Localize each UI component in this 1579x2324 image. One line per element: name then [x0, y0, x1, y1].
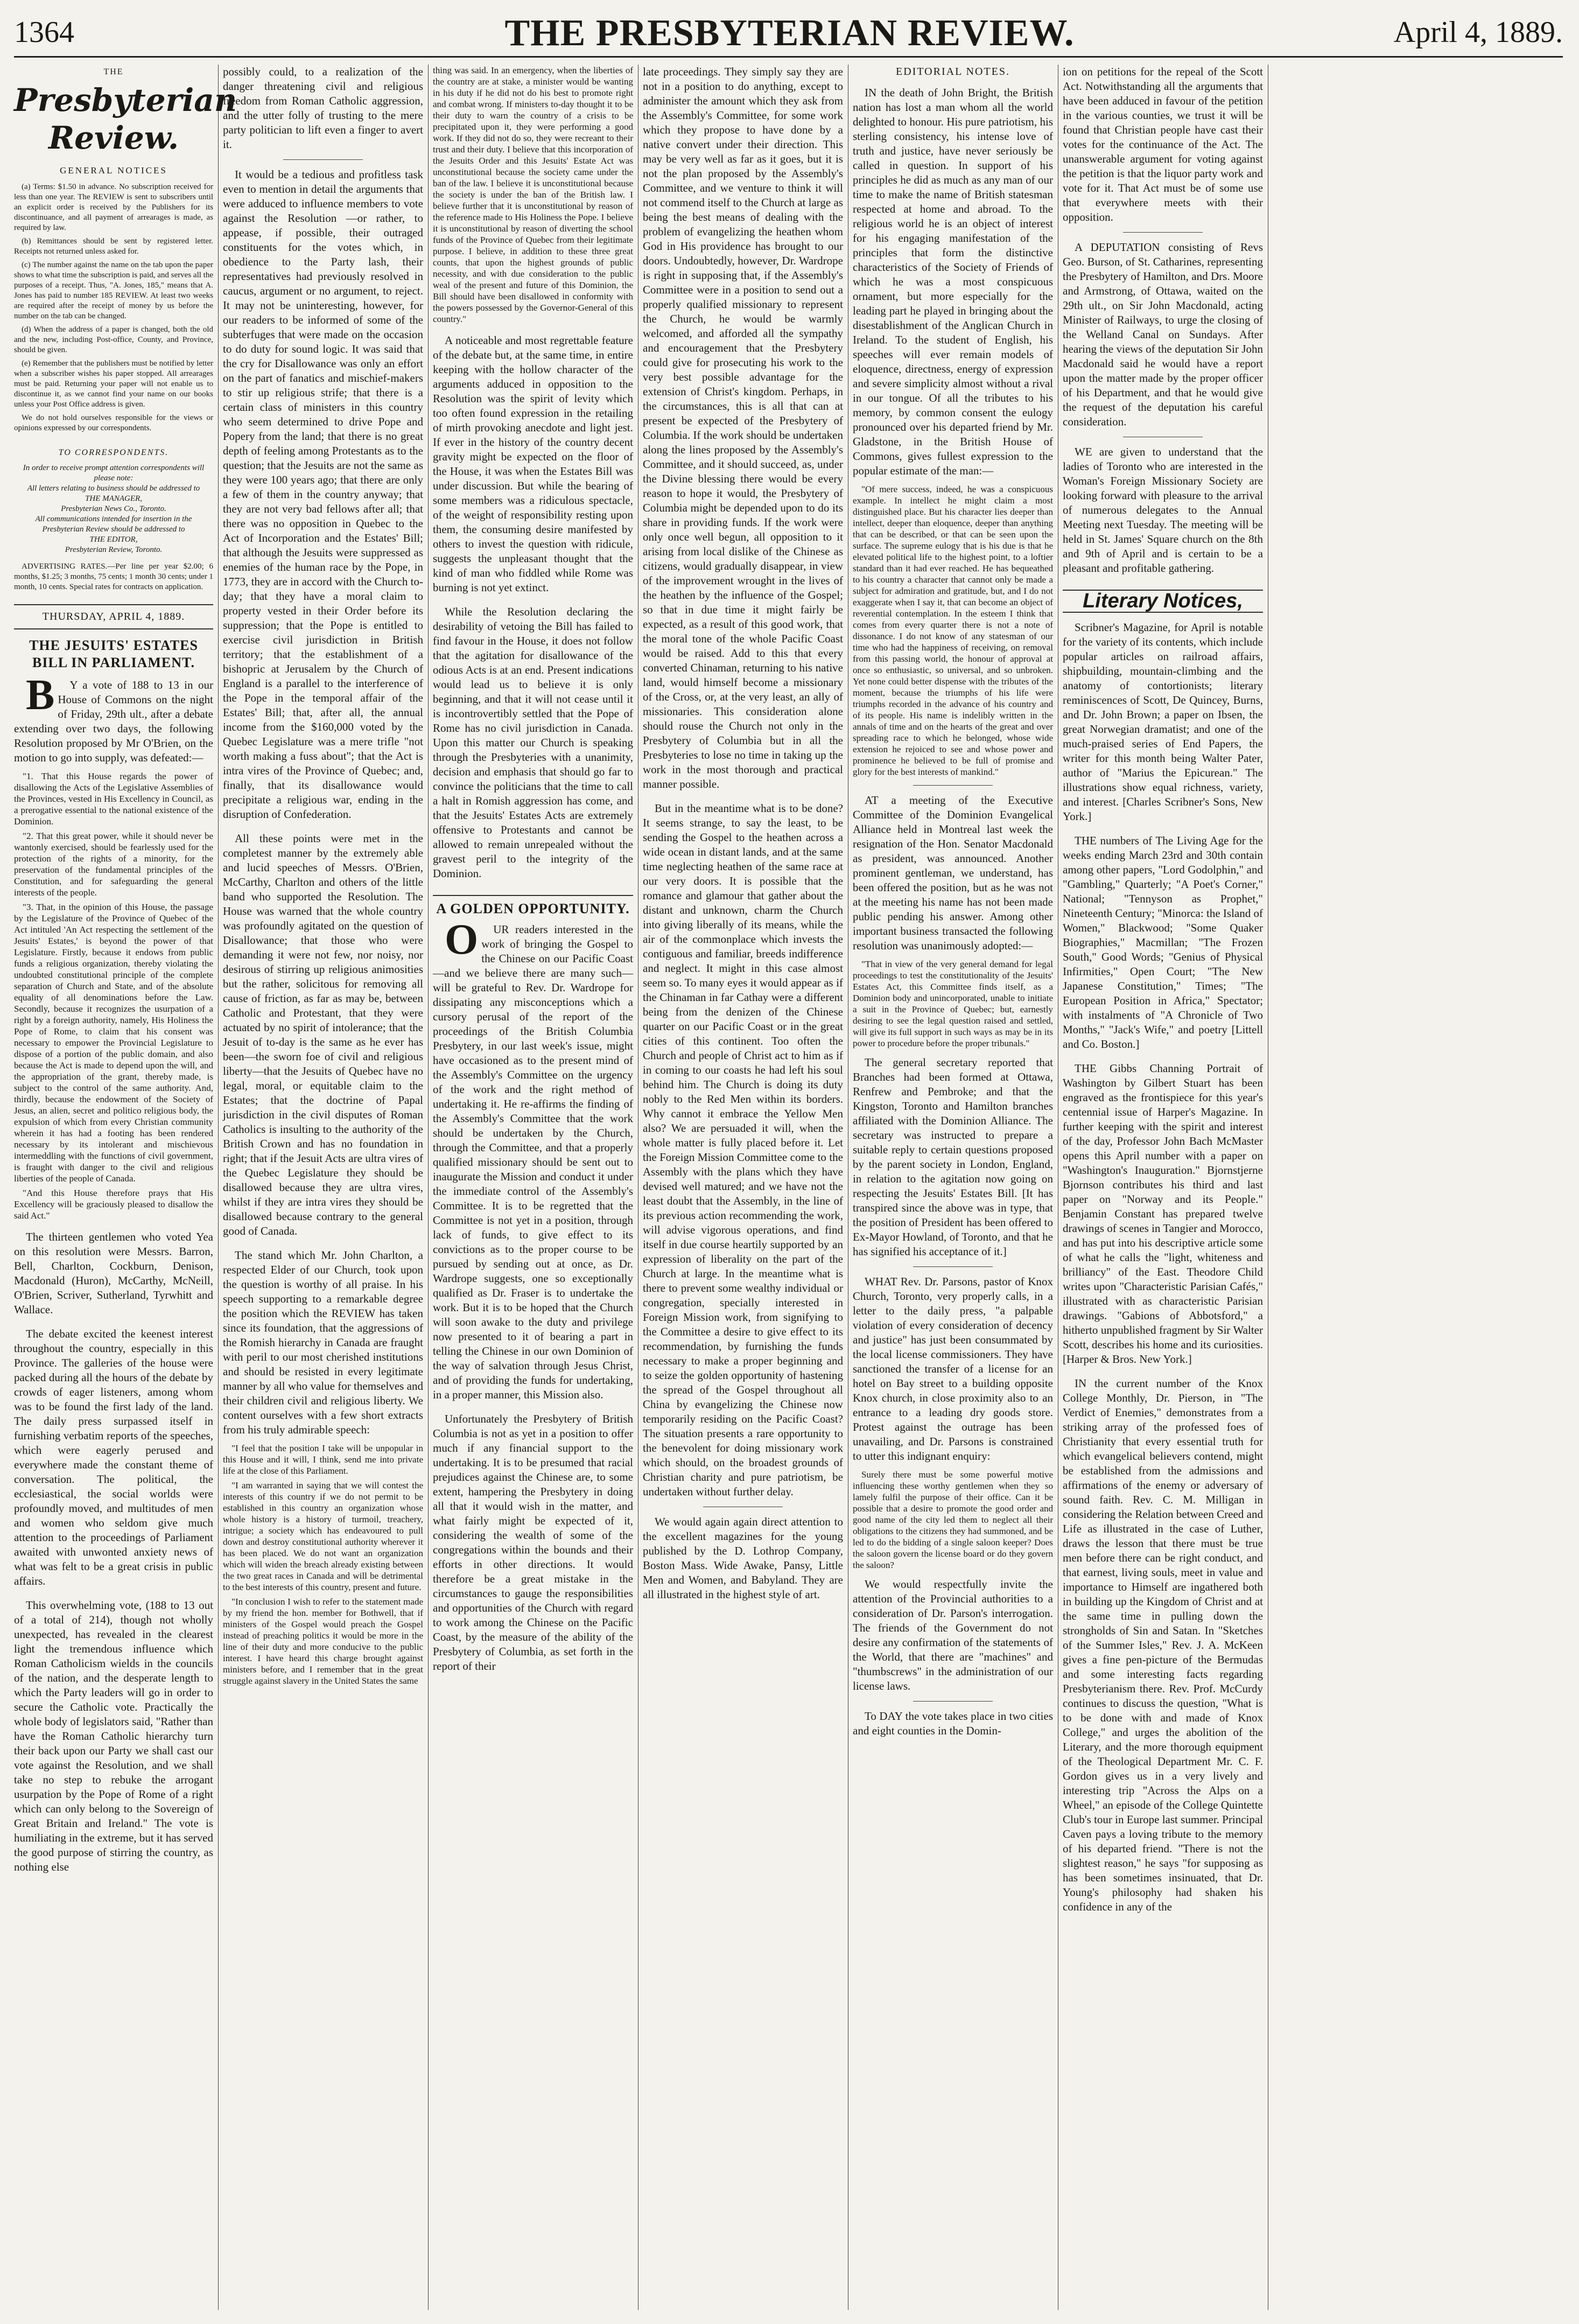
notice: (d) When the address of a paper is changed, both the old and the new, including Post-office, County, and Province, should be given.: [14, 325, 213, 354]
notice: (e) Remember that the publishers must be notified by letter when a subscriber wishes his paper stopped. All arrearages must be paid. Returning your paper will not enable us to discontinue it, as we cannot find your name on our books unless your Post Office address is given.: [14, 359, 213, 409]
literary-notice: IN the current number of the Knox College Monthly, Dr. Pierson, in "The Verdict of Enemies," demonstrates from a striking array of the professed foes of Christianity that every essential truth for which evangelical believers contend, might be established from the admissions and affirmations of the enemy or adversary of sound faith. Rev. C. M. Milligan in considering the Relation between Creed and Life as illustrated in the case of Luther, draws the lesson that there must be true men before there can be right conduct, and that earnest, living souls, meet in value and importance to Himself are ingathered both in building up the Kingdom of Christ and at the same time in pulling down the strongholds of Sin and Satan. In "Sketches of the Summer Isles," Rev. J. A. McKeen gives a fine pen-picture of the Bermudas and some interesting facts regarding Presbyterianism there. Rev. Prof. McCurdy continues to discuss the question, "What is to be done with and made of Knox College," and urges the abolition of the Literary, and the more thorough equipment of the Theological Department Mr. C. F. Gordon gives us in a very lively and interesting trip "Across the Alps on a Wheel," an episode of the College Quintette Club's tour in Europe last summer. Principal Caven pays a loving tribute to the memory of his departed friend. "There is not the slightest reason," he says "for supposing as has been sometimes insinuated, that Dr. Young's philosophy had shaken his confidence in any of the: [1063, 1377, 1263, 1913]
page-header: [0, 0, 1579, 59]
resolution-item: "And this House therefore prays that His Excellency will be graciously pleased to disallow the said Act.": [14, 1188, 213, 1221]
correspondents-heading: TO CORRESPONDENTS.: [58, 448, 169, 457]
general-notices-heading: GENERAL NOTICES: [60, 165, 167, 176]
charlton-quote-cont: [433, 65, 633, 325]
article-paragraph: late proceedings. They simply say they are not in a position to do anything, except to administer the amount which they ask from the Assembly's Committee, for some work which they propose to have done by a native convert under their direction. This may be very well as far as it goes, but it is not the plan proposed by the Assembly's Committee, and we venture to think it will not commend itself to the Church at large as being the best means of dealing with the problem of evangelizing the heathen whom God in His providence has brought to our doors. Undoubtedly, however, Dr. Wardrope is right in supposing that, if the Assembly's Committee were in a position to send out a properly qualified missionary to represent the Church, he would be warmly welcomed, and afforded all the sympathy and encouragement that the Presbytery could give for prosecuting his work to the very best possible advantage for the extension of Christ's kingdom. Perhaps, in the circumstances, this is all that can at present be expected of the Presbytery of Columbia. If the work should be undertaken along the lines proposed by the Assembly's Committee, and it should succeed, as, under the Divine blessing there would be every reason to hope it would, the Presbytery of Columbia might be depended upon to do its share in providing funds. If the work were only once well begun, all opposition to it arising from local dislike of the Chinese as citizens, would gradually disappear, in view of the improvement wrought in the lives of the heathen by the influence of the Gospel; so that in due time it might fairly be expected, as a result of this good work, that the moral tone of the whole Pacific Coast would be raised. Add to this that every converted Chinaman, returning to his native land, would himself become a missionary of the Cross, or, at the very least, an ally of missionaries. This consideration alone should rouse the Church not only in the Presbytery of Columbia but in all the Presbyteries to lose no time in taking up the work in the most thorough and practical manner possible.: [643, 65, 843, 790]
article-paragraph: It would be a tedious and profitless task even to mention in detail the arguments that were adduced to influence members to vote against the Resolution —or rather, to appease, if possible, their outraged constituents for the votes which, in obedience to the Party lash, their representatives had previously resolved in caucus, argument or no argument, to reject. It may not be uninteresting, however, for our readers to be informed of some of the subterfuges that were made on the occasion to do duty for sound logic. It was said that the cry for Disallowance was only an effort on the part of fanatics and mischief-makers to stir up religious strife; that there is a certain class of ministers in this country who seem determined to drive Pope and Popery from the land; that there is no great depth of feeling among Protestants as to the question; that the Jesuits are not the same as they were 100 years ago; that there are only a few of them in the country anyway; that they are not very bad fellows after all; that there was no opposition in Quebec to the Act of Incorporation and the Estates' Bill; that although the Jesuits were suppressed as enemies of the human race by the Pope, in 1773, they are in accord with the Church to-day; that they have a moral claim to property vested in their Order before its suppression; that the Pope is entitled to exercise civil jurisdiction in British territory; that the establishment of a bishopric at Jerusalem by the Church of England is a parallel to the interference of the Pope in the temporal affair of the Estates' Bill; that, after all, the annual income from the $160,000 voted by the Quebec Legislature was a mere trifle "not worth making a fuss about"; that the Act is intra vires of the Province of Quebec; and, finally, that its disallowance would precipitate a religious war, ending in the disruption of Confederation.: [223, 168, 423, 821]
article-paragraph: Unfortunately the Presbytery of British Columbia is not as yet in a position to offer much if any financial support to the undertaking. It is to be presumed that racial prejudices against the Chinese are, to some extent, hampering the Presbytery in doing all that it would wish in the matter, and what fairly might be expected of it, considering the wealth of some of the congregations within the bounds and their efforts in other directions. It would therefore be a great mistake in the circumstances to gauge the responsibilities and opportunities of the Church with regard to work among the Chinese on the Pacific Coast, by the measure of the ability of the Presbytery of Columbia, as set forth in the report of their: [433, 1412, 633, 1672]
article-paragraph: But in the meantime what is to be done? It seems strange, to say the least, to be sending the Gospel to the heathen across a wide ocean in distant lands, and at the same time neglecting heathen of the same race at our very doors. It is possible that the romance and glamour that gather about the distant and unknown, charm the Church into giving liberally of its means, while the air of the commonplace which invests the contiguous and familiar, breeds indifference and neglect. It might in this case almost seem so. To many eyes it would appear as if the Chinaman in far Cathay were a different being from the denizen of the Chinese quarter on our Pacific Coast or in the great cities of this continent. Too often the Church and people of Christ act to him as if in coming to our coasts he had left his soul behind him. The Church is doing its duty nobly to the Red Men within its borders. Why cannot it embrace the Yellow Men also? We are persuaded it will, when the whole matter is fully placed before it. Let the Foreign Mission Committee come to the Assembly with the plans which they have devised well matured; and we have not the least doubt that the Assembly, in the line of its previous action recommending the work, will advise vigorous operations, and find itself in due course heartily supported by an expression of liberality on the part of the Church at large. In the meantime what is there to prevent some wealthy individual or congregation, specially interested in Foreign Mission work, from signifying to the Committee a desire to give effect to its recommendation, by furnishing the funds necessary to make a proper beginning and to seize the golden opportunity of hastening the spread of the Gospel throughout all China by evangelizing the Chinese now temporarily residing on the Pacific Coast? The situation presents a rare opportunity to the benevolent for doing missionary work which should, on the broadest grounds of Christian charity and pure patriotism, be undertaken without further delay.: [643, 802, 843, 1498]
separator: [283, 159, 363, 160]
column-6: [1063, 65, 1263, 2310]
literary-notice: THE Gibbs Channing Portrait of Washington by Gilbert Stuart has been engraved as the frontispiece for this year's centennial issue of Harper's Magazine. In further keeping with the spirit and interest of the day, Professor John Bach McMaster opens this April number with a paper on "Washington's Inauguration." Bjornstjerne Bjornson contributes his third and last paper on "Norway and its People." Benjamin Constant has prepared twelve drawings of scenes in Tangier and Morocco, and has put into his descriptive article some of what he calls the "light, whiteness and brilliancy" of the East. Theodore Child writes upon "Characteristic Parisian Cafés," illustrated with as characteristic Parisian drawings. "Gabions of Abbotsford," a hitherto unpublished fragment by Sir Walter Scott, describes his home and its curiosities. [Harper & Bros. New York.]: [1063, 1062, 1263, 1366]
masthead-the: THE: [103, 67, 124, 76]
article-paragraph: We would again again direct attention to the excellent magazines for the young published by the D. Lothrop Company, Boston Mass. Wide Awake, Pansy, Little Men and Women, and Babyland. They are all illustrated in the highest style of art.: [643, 1515, 843, 1601]
correspondents-line: Presbyterian News Co., Toronto.: [61, 505, 166, 513]
resolution-quote: [853, 958, 1053, 1049]
column-2: [223, 65, 423, 2310]
column-4: [643, 65, 843, 2310]
parsons-quote: [853, 1469, 1053, 1571]
article-paragraph: possibly could, to a realization of the danger threatening civil and religious freedom from Roman Catholic aggression, and the utter folly of trusting to the mere party politician to lift even a finger to avert it.: [223, 65, 423, 151]
resolution-quote: [14, 771, 213, 1221]
article-paragraph: A DEPUTATION consisting of Revs Geo. Burson, of St. Catharines, representing the Presbytery of Hamilton, and Drs. Moore and Armstrong, of Ottawa, waited on the 29th ult., on Sir John Macdonald, acting Minister of Railways, to urge the closing of the Welland Canal on Sundays. After hearing the views of the deputation Sir John Macdonald said he would have a report upon the matter made by the proper officer of his Department, and that he would give the request of the deputation his careful consideration.: [1063, 241, 1263, 428]
column-divider: [218, 65, 219, 2310]
article-paragraph: We would respectfully invite the attention of the Provincial authorities to a consideration of Dr. Parson's interrogation. The friends of the Government do not desire any confirmation of the statements of the World, that there are "machines" and "thumbscrews" in the administration of our license laws.: [853, 1578, 1053, 1692]
separator: [913, 1701, 993, 1702]
advertising-text: ADVERTISING RATES.—Per line per year $2.00; 6 months, $1.25; 3 months, 75 cents; 1 month 30 cents; under 1 month, 10 cents. Special rates for contracts on application.: [14, 562, 213, 591]
literary-notices-heading: Literary Notices,: [1063, 590, 1263, 613]
quote-paragraph: thing was said. In an emergency, when the liberties of the country are at stake, a minister would be wanting in his duty if he did not do his best to promote right and combat wrong. If ministers to-day thought it to be their duty to warn the country of a crisis to be precipitated upon it, they were performing a good work. If they did not do so, they were recreant to their trust and their duty. I believe that this incorporation of the Jesuits Order and this Jesuits' Estate Act was unconstitutional because the society came under the ban of the law. I believe it is unconstitutional because the society is under the ban of the British law. I believe further that it is unconstitutional by reason of the reference made to His Holiness the Pope. I believe it is unconstitutional by reason of diverting the school funds of the Province of Quebec from their legitimate purpose. I believe, in addition to these three great counts, that upon the highest grounds of public necessity, and with due consideration to the public weal of the present and future of this Dominion, the Bill should have been disallowed in conformity with the powers possessed by the Governor-General of this country.": [433, 65, 633, 324]
article-paragraph: AT a meeting of the Executive Committee of the Dominion Evangelical Alliance held in Montreal last week the resignation of the Hon. Senator Macdonald as president, was announced. Another prominent gentleman, we understand, has been offered the position, but as he was not at the meeting his name has not been made public pending his answer. Among other important business transacted the following resolution was unanimously adopted:—: [853, 794, 1053, 952]
separator: [913, 785, 993, 786]
separator: [1123, 232, 1203, 233]
notice: (b) Remittances should be sent by registered letter. Receipts not returned unless asked for.: [14, 237, 213, 256]
article-paragraph: The thirteen gentlemen who voted Yea on this resolution were Messrs. Barron, Bell, Charlton, Cockburn, Denison, Macdonald (Huron), McCarthy, McNeill, O'Brien, Scriver, Sutherland, Tyrwhitt and Wallace.: [14, 1230, 213, 1316]
quote-paragraph: "In conclusion I wish to refer to the statement made by my friend the hon. member for Bothwell, that if ministers of the Gospel would preach the Gospel instead of preaching politics it would be more in the line of their duty and more conducive to the public interest. I have heard this charge brought against ministers before, and I remember that in the great struggle against slavery in the United States the same: [223, 1597, 423, 1686]
correspondents-line: All letters relating to business should be addressed to: [27, 484, 200, 493]
general-notices: [14, 182, 213, 433]
article-paragraph: All these points were met in the completest manner by the extremely able and lucid speeches of Messrs. O'Brien, McCarthy, Charlton and others of the little band who supported the Resolution. The House was warned that the whole country was profoundly agitated on the question of Disallowance; that those who were demanding it were not few, nor noisy, nor desirous of stirring up religious animosities but the rather, solicitous for removing all cause of friction, as far as may be, between Catholic and Protestant, that they were actuated by no spirit of intolerance; that the Jesuit of to-day is the same as he ever has been—the sworn foe of civil and religious liberty—that the Jesuits of Quebec have no legal, moral, or equitable claim to the Estates; that the doctrine of Papal jurisdiction in the civil disputes of Roman Catholics is insulting to the authority of the British Crown and has no foundation in right; that if the Jesuit Acts are ultra vires of the Quebec Legislature they should be disallowed because they are ultra vires, whilst if they are intra vires they should be disallowed because contrary to the general good of Canada.: [223, 832, 423, 1237]
newspaper-title: THE PRESBYTERIAN REVIEW.: [504, 12, 1075, 54]
separator: [913, 1266, 993, 1267]
column-3: [433, 65, 633, 2310]
resolution-item: "3. That, in the opinion of this House, the passage by the Legislature of the Province of Quebec of the Act intituled 'An Act respecting the settlement of the Jesuits' Estates,' is beyond the power of that Legislature. Firstly, because it endows from public funds a religious organization, thereby violating the undoubted constitutional principle of the complete separation of Church and State, and of the absolute equality of all denominations before the Law. Secondly, because it recognizes the usurpation of a right by a foreign authority, namely, His Holiness the Pope of Rome, to claim that his consent was necessary to empower the Provincial Legislature to dispose of a portion of the public domain, and also because the Act is made to depend upon the will, and the appropriation of the grant, thereby made, is subject to the control of the same authority. And, thirdly, because the endowment of the Society of Jesus, an alien, secret and politico religious body, the expulsion of which from every Christian community wherein it has had a footing has been rendered necessary by its intolerant and mischievous intermeddling with the functions of civil government, is fraught with danger to the civil and religious liberties of the people of Canada.: [14, 902, 213, 1184]
gladstone-quote: [853, 484, 1053, 778]
resolution-item: "2. That this great power, while it should never be wantonly exercised, should be fearlessly used for the protection of the rights of a minority, for the preservation of the fundamental principles of the Constitution, and for safeguarding the general interests of the people.: [14, 831, 213, 898]
quote-paragraph: "Of mere success, indeed, he was a conspicuous example. In intellect he might claim a most distinguished place. But his character lies deeper than intellect, deeper than eloquence, deeper than anything that can be described, or that can be seen upon the surface. The supreme eulogy that is his due is that he elevated political life to the highest point, to a loftier standard than it had ever reached. He has bequeathed to his country a character that cannot only be made a subject for admiration and gratitude, but, and I do not exaggerate when I say it, that can become an object of reverential contemplation. In the esteem I think that comes from every quarter there is not a note of dissonance. I do not know of any statesman of our time who had the happiness of receiving, on removal from this passing world, the honour of approval at once so enthusiastic, so universal, and so unbroken. Yet none could better dispense with the tributes of the moment, because the triumphs of his life were triumphs recorded in the advance of his country and of its people. His name is indelibly written in the annals of time and on the hearts of the great and over spreading race to which he belonged, whose wide extension he rejoiced to see and whose power and prominence he believed to be full of promise and glory for the best interests of mankind.": [853, 484, 1053, 777]
resolution-item: "1. That this House regards the power of disallowing the Acts of the Legislative Assemblies of the Provinces, vested in His Excellency in Council, as a prerogative essential to the national existence of the Dominion.: [14, 771, 213, 827]
article-paragraph: This overwhelming vote, (188 to 13 out of a total of 214), though not wholly unexpected, has revealed in the clearest light the tremendous influence which Roman Catholicism wields in the councils of the nation, and the desperate length to which the Party leaders will go in order to secure the Catholic vote. Practically the whole body of legislators said, "Rather than have the Roman Catholic hierarchy turn their back upon our Party we shall cast our vote against the Resolution, and we shall take no step to rebuke the arrogant usurpation by the Pope of Rome of a right which can only belong to the Sovereign of Great Britain and Ireland." The vote is humiliating in the extreme, but it has served the good purpose of stirring the country, as nothing else: [14, 1599, 213, 1873]
article-paragraph: WE are given to understand that the ladies of Toronto who are interested in the Woman's Foreign Missionary Society are looking forward with pleasure to the arrival of numerous delegates to the Annual Meeting next Tuesday. The meeting will be held in St. James' Square church on the 8th and 9th of April and is certain to be a pleasant and profitable gathering.: [1063, 445, 1263, 575]
masthead: Presbyterian Review.: [14, 82, 237, 156]
issue-date: April 4, 1889.: [1393, 16, 1563, 49]
article-title: THE JESUITS' ESTATES BILL IN PARLIAMENT.: [29, 638, 198, 670]
article-paragraph: A noticeable and most regrettable feature of the debate but, at the same time, in entire keeping with the hollow character of the arguments adduced in opposition to the Resolution was the spirit of levity which too often found expression in the retailing of mirth provoking anecdote and light jest. If ever in the history of the country decent gravity might be expected on the floor of the House, it was when the Estates Bill was under discussion. But while the bearing of some members was a ridiculous spectacle, of the weight of responsibility resting upon them, the consuming desire manifested by others to invest the question with ridicule, suggests the unpleasant thought that the kind of man who fiddled while Rome was burning is not yet extinct.: [433, 334, 633, 594]
correspondents-line: THE EDITOR,: [89, 535, 138, 544]
notice: (a) Terms: $1.50 in advance. No subscription received for less than one year. The REVIEW is sent to subscribers until an explicit order is received by the Publishers for its discontinuance, and all payment of arrearages is made, as required by law.: [14, 183, 213, 232]
article-paragraph: BY a vote of 188 to 13 in our House of Commons on the night of Friday, 29th ult., after a debate extending over two days, the following Resolution proposed by Mr O'Brien, on the motion to go into supply, was defeated:—: [14, 671, 213, 764]
correspondents-line: In order to receive prompt attention correspondents will please note:: [23, 464, 205, 482]
quote-paragraph: "I feel that the position I take will be unpopular in this House and it will, I think, send me into private life at the close of this Parliament.: [223, 1443, 423, 1476]
article-title: A GOLDEN OPPORTUNITY.: [433, 895, 633, 916]
advertising-rates: [14, 562, 213, 592]
article-paragraph: ion on petitions for the repeal of the Scott Act. Notwithstanding all the arguments that have been adduced in favour of the petition in the various counties, we trust it will be found that Christian people have cast their votes for the continuance of the Act. The unanswerable argument for voting against the petition is that the liquor party work and vote for it. That Act must be of some use that everywhere meets with their opposition.: [1063, 65, 1263, 223]
literary-notice: THE numbers of The Living Age for the weeks ending March 23rd and 30th contain among other papers, "Lord Godolphin," and "Gambling," Quarterly; "A Poet's Corner," National; "Tennyson as Prophet," Nineteenth Century; "Minorca: the Island of Women," Blackwood; "Some Quaker Biographies," Macmillan; "The Frozen South," Good Words; "Genius of Physical Infirmities," Open Court; "The New Japanese Constitution," Times; "The European Position in Africa," Spectator; with instalments of "A Chronicle of Two Months," "Jack's Wife," and poetry [Littell and Co. Boston.]: [1063, 834, 1263, 1051]
column-1: [14, 65, 237, 2310]
article-paragraph: IN the death of John Bright, the British nation has lost a man whom all the world delighted to honour. His pure patriotism, his sterling consistency, his intense love of truth and justice, have never seriously be called in question. In support of his principles he did as much as any man of our time to make the name of British statesman respected at home and abroad. To the religious world he is an object of interest for his engaging manifestation of the principles that form the distinctive characteristics of the Society of Friends of which he was a most conspicuous ornament, but more especially for the leading part he played in bringing about the disestablishment of the Anglican Church in Ireland. To the student of English, his speeches will ever remain models of eloquence, directness, energy of expression and severe simplicity almost without a rival in our tongue. Of all the tributes to his memory, by common consent the eulogy pronounced over his departed friend by Mr. Gladstone, in the British House of Commons, gives fullest expression to the popular estimate of the man:—: [853, 86, 1053, 477]
article-paragraph: While the Resolution declaring the desirability of vetoing the Bill has failed to find favour in the House, it does not follow that the agitation for disallowance of the odious Acts is at an end. Present indications would lead us to believe it is only beginning, and that it will not cease until it is incontrovertibly settled that the Pope of Rome has no civil jurisdiction in Canada. Upon this matter our Church is speaking through the Presbyteries with a unanimity, decision and emphasis that should go far to convince the politicians that the time to call a halt in Romish aggression has come, and that the Jesuits' Estates Acts are extremely offensive to Protestants and cannot be allowed to remain unrepealed without the gravest peril to the integrity of the Dominion.: [433, 605, 633, 880]
editorial-notes-heading: EDITORIAL NOTES.: [896, 66, 1010, 78]
article-paragraph: OUR readers interested in the work of bringing the Gospel to the Chinese on our Pacific Coast—and we believe there are many such—will be grateful to Rev. Dr. Wardrope for dissipating any misconceptions which a cursory perusal of the report of the proceedings of the British Columbia Presbytery, in our last week's issue, might have occasioned as to the present mind of the Assembly's Committee on the urgency of the work and the right method of undertaking it. He re-affirms the finding of the Assembly's Committee that the work should be undertaken by the Church, through the Committee, and that a properly qualified missionary should be sent out to inaugurate the Mission and conduct it under the immediate control of the Assembly's Committee. It is to be regretted that the Committee is not yet in a position, through lack of funds, to give effect to its convictions as to the proper course to be pursued by sending out at once, as Dr. Wardrope suggests, one so exceptionally qualified as Dr. Fraser is to undertake the work. But it is to be hoped that the Church will soon awake to the duty and privilege now presented to it of bearing a part in telling the Chinese in our own Dominion of the way of salvation through Jesus Christ, and of providing the funds for undertaking, in a proper manner, this Mission also.: [433, 916, 633, 1401]
correspondents-line: THE MANAGER,: [85, 494, 142, 503]
header-rule: [14, 56, 1563, 58]
charlton-quote: [223, 1443, 423, 1686]
correspondents-line: Presbyterian Review, Toronto.: [65, 545, 163, 554]
column-5: [853, 65, 1053, 2310]
dateline: THURSDAY, APRIL 4, 1889.: [14, 604, 213, 629]
correspondents-line: All communications intended for insertion in the Presbyterian Review should be addressed to: [35, 515, 192, 534]
quote-paragraph: "I am warranted in saying that we will contest the interests of this country if we do not permit to be established in this country an organization whose whole history is a history of turmoil, treachery, intrigue; a society which has endeavoured to pull down and destroy constitutional authority wherever it has been placed. We do not want an organization which will widen the breach already existing between the two great races in Canada and will be detrimental to the best interests of this country, present and future.: [223, 1480, 423, 1592]
column-divider: [428, 65, 429, 2310]
quote-paragraph: "That in view of the very general demand for legal proceedings to test the constitutionality of the Jesuits' Estates Act, this Committee finds itself, as a Dominion body and unincorporated, unable to initiate a suit in the Province of Quebec; but, earnestly desiring to see the legal question raised and settled, will give its full support in such ways as may be in its power to procedure before the proper tribunals.": [853, 959, 1053, 1048]
article-paragraph: The debate excited the keenest interest throughout the country, especially in this Province. The galleries of the house were packed during all the hours of the debate by crowds of eager listeners, among whom was to be found the first lady of the land. The daily press surpassed itself in furnishing verbatim reports of the speeches, which were eagerly perused and everywhere made the constant theme of conversation. The political, the ecclesiastical, the social worlds were profoundly moved, and multitudes of men and women who seldom give much attention to the proceedings of Parliament awaited with unwonted anxiety news of what was felt to be a great crisis in public affairs.: [14, 1327, 213, 1587]
article-paragraph: WHAT Rev. Dr. Parsons, pastor of Knox Church, Toronto, very properly calls, in a letter to the daily press, "a palpable violation of every consideration of decency and justice" has just been consummated by the local license commissioners. They have sanctioned the transfer of a license for an hotel on Bay street to a building opposite Knox church, in close proximity also to an entrance to a leading dry goods store. Protest against the outrage has been unavailing, and Dr. Parsons is constrained to utter this indignant enquiry:: [853, 1275, 1053, 1462]
article-paragraph: The general secretary reported that Branches had been formed at Ottawa, Renfrew and Pembroke; and that the Kingston, Toronto and Hamilton branches affiliated with the Dominion Alliance. The secretary was instructed to prepare a suitable reply to certain questions proposed by the parent society in London, England, in relation to the agitation now going on respecting the Jesuits' Estates Bill. [It has transpired since the above was in type, that the position of President has been offered to Ex-Mayor Howland, of Toronto, and that he has signified his acceptance of it.]: [853, 1056, 1053, 1258]
notice: (c) The number against the name on the tab upon the paper shows to what time the subscription is paid, and serves all the purposes of a receipt. Thus, "A. Jones, 185," means that A. Jones has paid to number 185 REVIEW. At least two weeks are required after the receipt of money by us before the number on the tab can be changed.: [14, 261, 213, 320]
notice: We do not hold ourselves responsible for the views or opinions expressed by our correspondents.: [14, 414, 213, 432]
literary-notice: Scribner's Magazine, for April is notable for the variety of its contents, which include popular articles on railroad affairs, shipbuilding, mountain-climbing and the anatomy of contortionists; literary reminiscences of Scott, De Quincey, Burns, and Dr. John Brown; a paper on Ibsen, the great Norwegian dramatist; and one of the much-praised series of End Papers, the writer for this month being Walter Pater, author of "Marius the Epicurean." The illustrations show equal richness, variety, and interest. [Charles Scribner's Sons, New York.]: [1063, 621, 1263, 823]
article-paragraph: To DAY the vote takes place in two cities and eight counties in the Domin-: [853, 1710, 1053, 1737]
page-number: 1364: [14, 16, 74, 49]
article-paragraph: The stand which Mr. John Charlton, a respected Elder of our Church, took upon the question is worthy of all praise. In his speech supporting to a remarkable degree the position which the REVIEW has taken since its foundation, that the aggressions of the Romish hierarchy in Canada are fraught with peril to our most cherished institutions and should be resisted in every legitimate manner by all who value for themselves and their children civil and religious liberty. We content ourselves with a few short extracts from his truly admirable speech:: [223, 1249, 423, 1436]
quote-paragraph: Surely there must be some powerful motive influencing these worthy gentlemen when they so lamely fulfil the purpose of their office. Can it be possible that a desire to promote the good order and good name of the city led them to neglect all their obligations to the citizens they had summoned, and be led to do the bidding of a single saloon keeper? Does the saloon govern the license board or do they govern the saloon?: [853, 1469, 1053, 1570]
